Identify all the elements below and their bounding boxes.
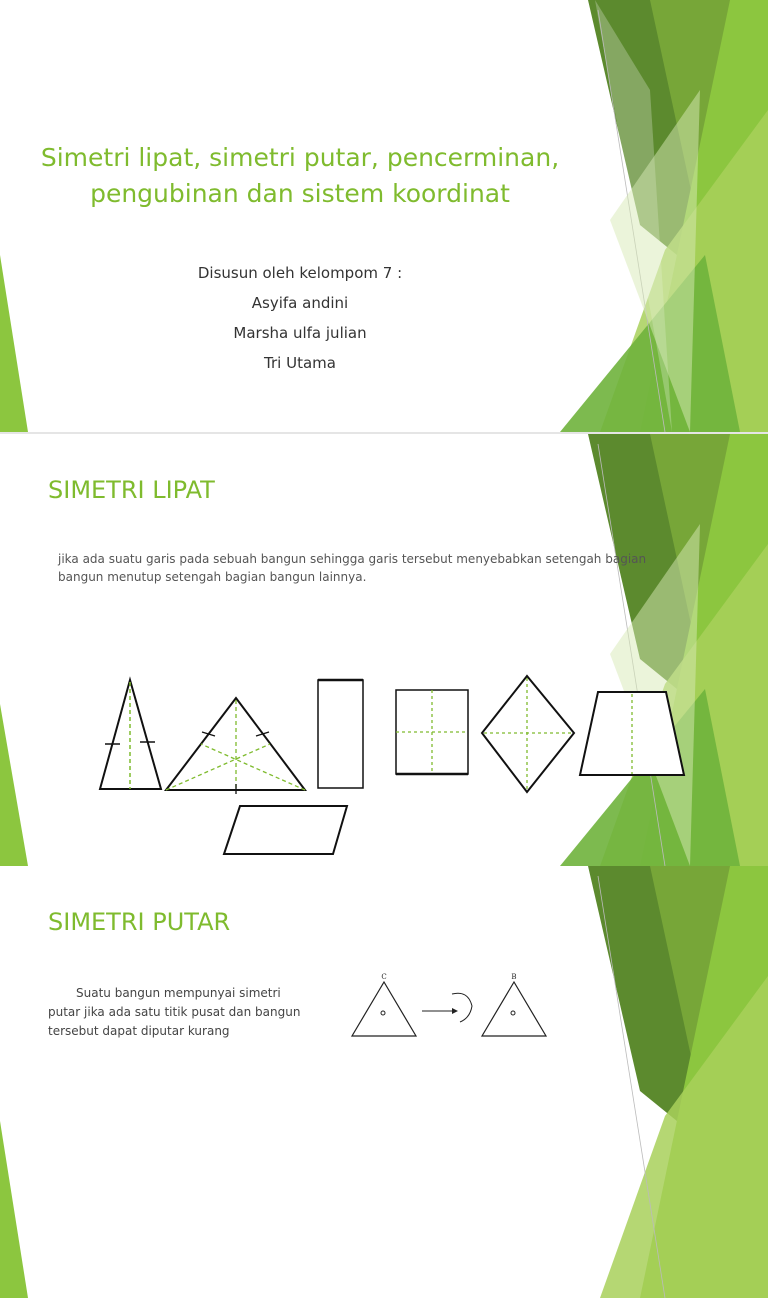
subtitle-line-author-3: Tri Utama: [264, 354, 336, 372]
rectangle-shape: [318, 680, 363, 788]
definition-text: jika ada suatu garis pada sebuah bangun sehingga garis tersebut menyebabkan setengah bagian bangun menutup setengah bagian bangun lainnya.: [58, 552, 647, 584]
triangle-before-rotation: [352, 973, 416, 1036]
subtitle-line-author-2: Marsha ulfa julian: [233, 324, 367, 342]
trapezoid-shape: [580, 692, 684, 775]
parallelogram-shape: [224, 806, 347, 854]
slide-title: [0, 0, 768, 432]
slide-simetri-putar: [0, 866, 768, 1298]
vertex-label-c: C: [381, 973, 387, 981]
slide-simetri-lipat: [0, 434, 768, 866]
subtitle-line-author-1: Asyifa andini: [251, 294, 349, 312]
isosceles-triangle-shape: [100, 680, 161, 789]
square-shape: [396, 690, 468, 774]
vertex-label-b: B: [511, 973, 517, 981]
subtitle-line-group: Disusun oleh kelompom 7 :: [197, 264, 403, 282]
slide-heading: SIMETRI LIPAT: [48, 476, 215, 504]
slide-heading: SIMETRI PUTAR: [48, 908, 231, 936]
symmetry-shapes-figure: [0, 434, 768, 866]
rotation-figure: [0, 866, 768, 1298]
equilateral-triangle-shape: [166, 698, 305, 794]
rotation-arrow: [422, 993, 472, 1022]
rhombus-shape: [482, 676, 574, 792]
presentation-title: Simetri lipat, simetri putar, pencerminan, pengubinan dan sistem koordinat: [40, 143, 560, 208]
subtitle-block: [140, 258, 460, 378]
triangle-after-rotation: [482, 973, 546, 1036]
definition-text: Suatu bangun mempunyai simetri putar jika ada satu titik pusat dan bangun tersebut dapat diputar kurang: [48, 986, 301, 1038]
